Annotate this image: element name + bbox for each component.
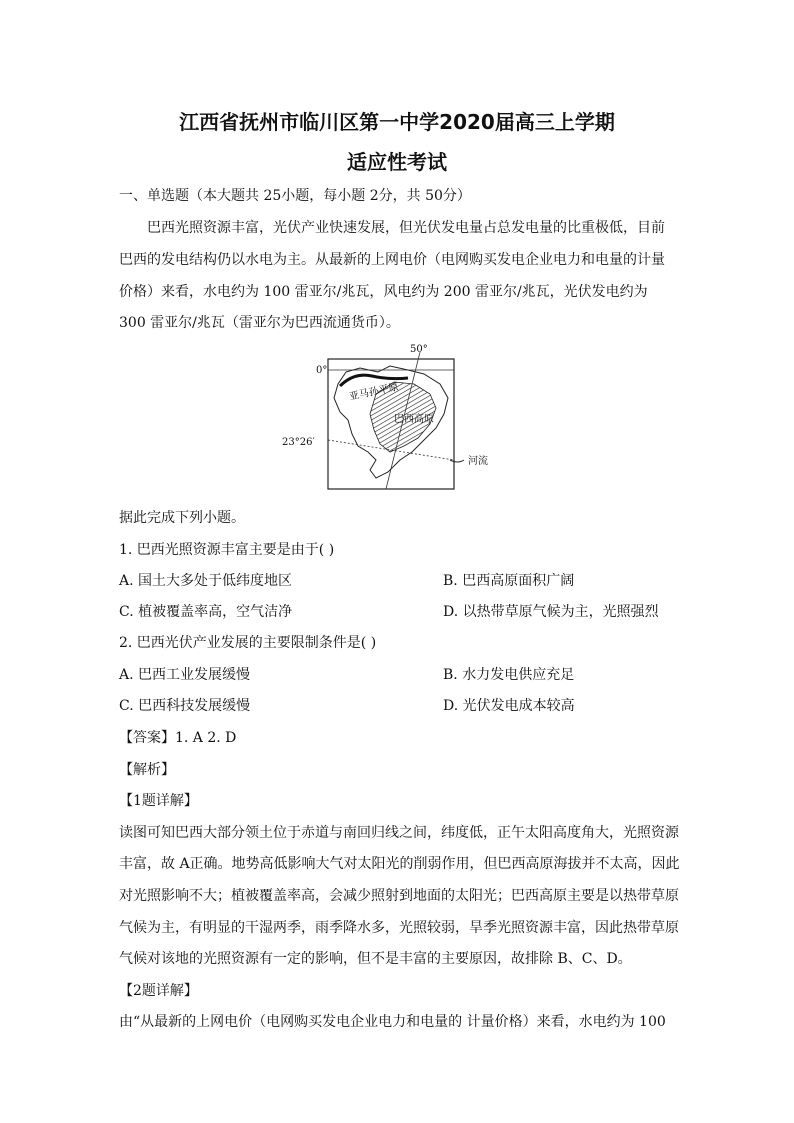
intro-line-1: 巴西光照资源丰富，光伏产业快速发展，但光伏发电量占总发电量的比重极低，目前 [147, 220, 665, 236]
brazil-map-figure [282, 342, 510, 492]
q1-stem: 1. 巴西光照资源丰富主要是由于( ) [119, 542, 335, 558]
detail1-line-1: 读图可知巴西大部分领土位于赤道与南回归线之间，纬度低，正午太阳高度角大，光照资源 [119, 825, 679, 841]
detail1-line-5: 气候对该地的光照资源有一定的影响，但不是丰富的主要原因，故排除 B、C、D。 [119, 951, 632, 967]
brazil-map-svg [282, 342, 510, 492]
q2-option-a: A. 巴西工业发展缓慢 [119, 667, 251, 683]
analysis-heading: 【解析】 [119, 762, 175, 778]
section-heading: 一、单选题（本大题共 25小题，每小题 2分，共 50分） [119, 188, 471, 204]
after-figure-text: 据此完成下列小题。 [119, 510, 245, 526]
q1-option-b: B. 巴西高原面积广阔 [443, 573, 575, 589]
label-highland: 巴西高原 [394, 414, 434, 425]
label-river: 河流 [468, 456, 488, 467]
detail2-heading: 【2题详解】 [119, 983, 198, 999]
detail1-line-2: 丰富，故 A正确。地势高低影响大气对太阳光的削弱作用，但巴西高原海拔并不太高，因此 [119, 856, 680, 872]
detail1-heading: 【1题详解】 [119, 793, 198, 809]
label-amazon: 亚马孙平原 [348, 381, 400, 403]
label-tropic: 23°26′ [282, 437, 315, 448]
detail1-line-3: 对光照影响不大；植被覆盖率高，会减少照射到地面的太阳光；巴西高原主要是以热带草原 [119, 888, 679, 904]
label-equator: 0° [316, 365, 328, 376]
q1-option-d: D. 以热带草原气候为主，光照强烈 [443, 604, 659, 620]
label-lon-50: 50° [410, 344, 428, 355]
intro-line-2: 巴西的发电结构仍以水电为主。从最新的上网电价（电网购买发电企业电力和电量的计量 [119, 252, 665, 268]
q1-option-c: C. 植被覆盖率高，空气洁净 [119, 604, 293, 620]
intro-line-4: 300 雷亚尔/兆瓦（雷亚尔为巴西流通货币）。 [119, 315, 400, 331]
detail1-line-4: 气候为主，有明显的干湿两季，雨季降水多，光照较弱，旱季光照资源丰富，因此热带草原 [119, 920, 679, 936]
answer-line: 【答案】1. A 2. D [119, 730, 237, 746]
title-line-2: 适应性考试 [347, 150, 447, 174]
intro-line-3: 价格）来看，水电约为 100 雷亚尔/兆瓦，风电约为 200 雷亚尔/兆瓦，光伏发电约为 [119, 284, 648, 300]
q2-option-b: B. 水力发电供应充足 [443, 667, 575, 683]
title-line-1: 江西省抚州市临川区第一中学2020届高三上学期 [179, 110, 615, 134]
q2-stem: 2. 巴西光伏产业发展的主要限制条件是( ) [119, 635, 377, 651]
q2-option-c: C. 巴西科技发展缓慢 [119, 698, 251, 714]
detail2-line-1: 由“从最新的上网电价（电网购买发电企业电力和电量的 计量价格）来看，水电约为 100 [119, 1014, 666, 1030]
q2-option-d: D. 光伏发电成本较高 [443, 698, 575, 714]
q1-option-a: A. 国土大多处于低纬度地区 [119, 573, 293, 589]
